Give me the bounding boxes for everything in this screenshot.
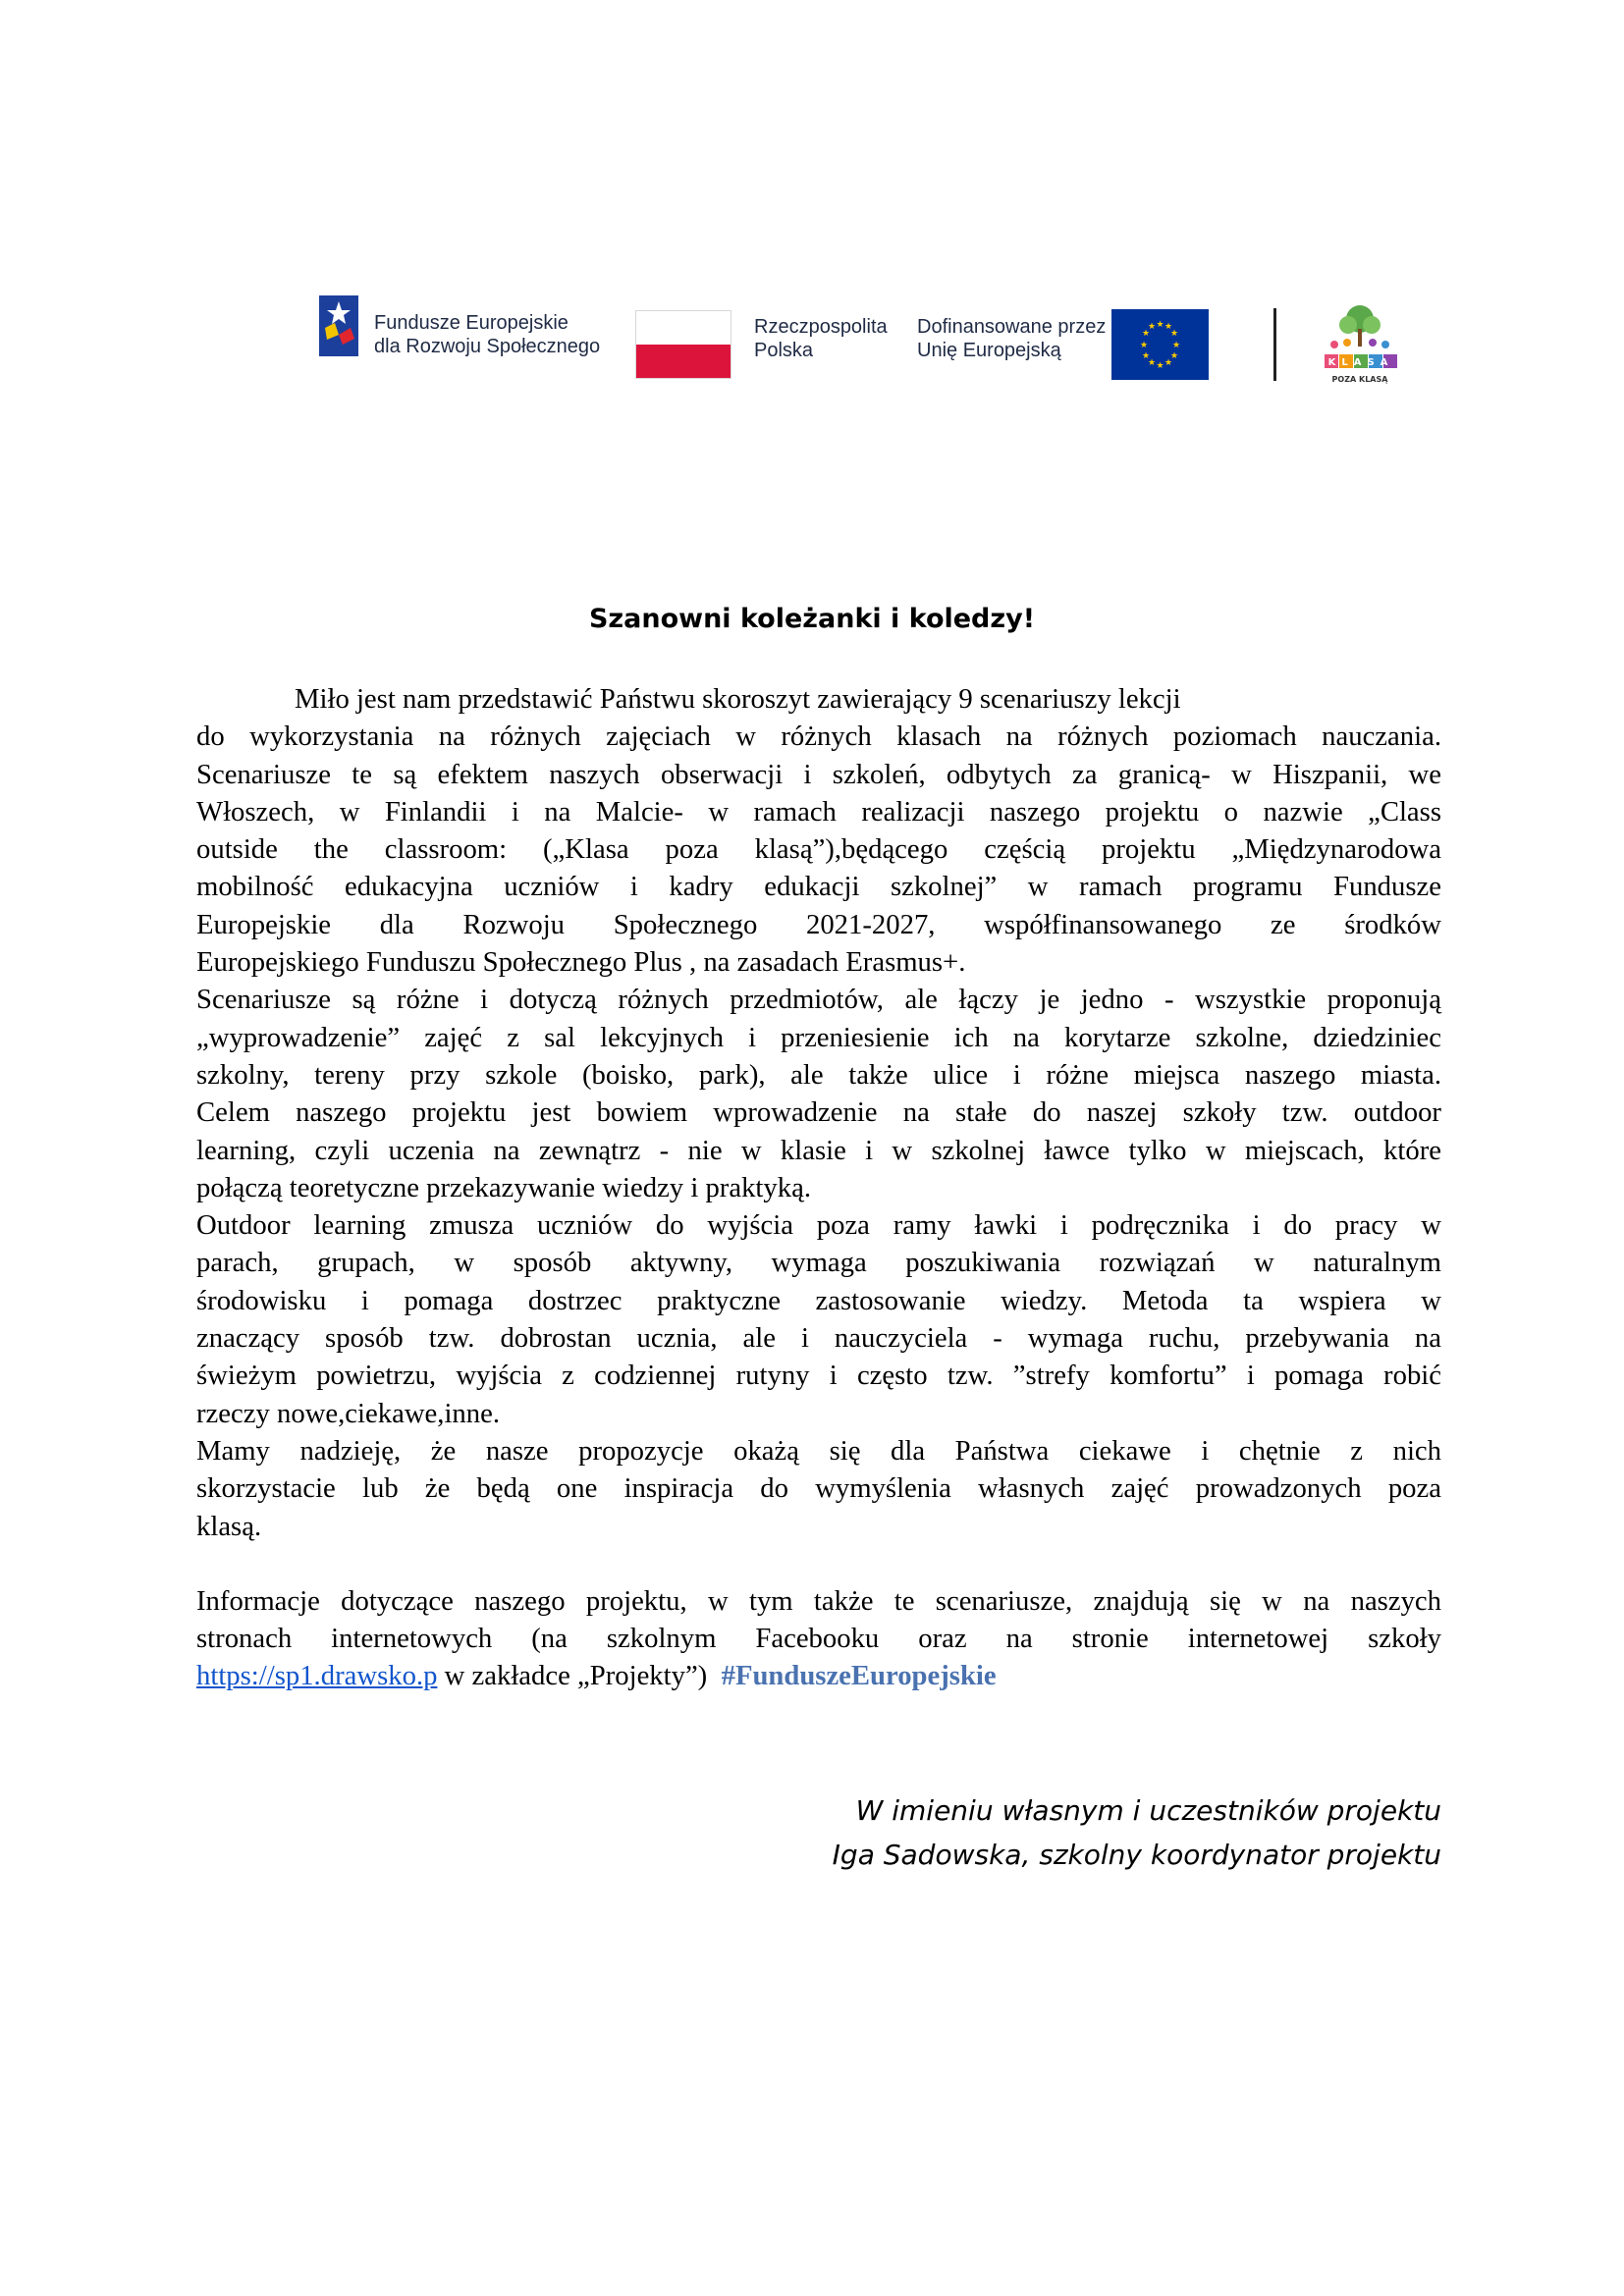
body-line: Celem naszego projektu jest bowiem wprowadzenie na stałe do naszej szkoły tzw. outdoor <box>196 1096 1441 1129</box>
paragraph-gap <box>196 1545 1441 1582</box>
body-line: stronach internetowych (na szkolnym Facebooku oraz na stronie internetowej szkoły <box>196 1623 1441 1655</box>
eu-funding-text <box>917 315 1106 362</box>
pl-line-2: Polska <box>754 340 814 361</box>
signature-line-1: W imieniu własnym i uczestników projektu <box>855 1794 1441 1827</box>
body-line: rzeczy nowe,ciekawe,inne. <box>196 1397 501 1429</box>
eu-flag <box>1111 309 1209 380</box>
klasa-poza-klasa-logo <box>1321 299 1399 392</box>
fe-line-2: dla Rozwoju Społecznego <box>374 336 601 357</box>
eu-line-2: Unię Europejską <box>917 340 1061 361</box>
eu-line-1: Dofinansowane przez <box>917 316 1107 338</box>
body-line: Scenariusze są różne i dotyczą różnych przedmiotów, ale łączy je jedno - wszystkie proponują <box>196 984 1441 1016</box>
body-line: środowisku i pomaga dostrzec praktyczne zastosowanie wiedzy. Metoda ta wspiera w <box>196 1284 1441 1316</box>
svg-text:★: ★ <box>1169 351 1179 361</box>
letter-body <box>196 680 1441 1695</box>
svg-text:★: ★ <box>1139 341 1149 350</box>
body-line: Włoszech, w Finlandii i na Malcie- w ramach realizacji naszego projektu o nazwie „Class <box>196 795 1441 828</box>
body-line: połączą teoretyczne przekazywanie wiedzy i praktyką. <box>196 1171 811 1203</box>
signature <box>833 1789 1441 1877</box>
body-line: do wykorzystania na różnych zajęciach w różnych klasach na różnych poziomach nauczania. <box>196 721 1441 753</box>
body-line: outside the classroom: („Klasa poza klasą”),będącego częścią projektu „Międzynarodowa <box>196 833 1441 866</box>
svg-text:★: ★ <box>1164 358 1173 368</box>
rzeczpospolita-text <box>754 315 888 362</box>
body-line: skorzystacie lub że będą one inspiracja do wymyślenia własnych zajęć prowadzonych poza <box>196 1472 1441 1505</box>
klasa-word: KLASA <box>1327 357 1394 368</box>
logo-bar <box>191 260 1429 417</box>
body-line: Mamy nadzieję, że nasze propozycje okażą się dla Państwa ciekawe i chętnie z nich <box>196 1434 1441 1467</box>
svg-text:★: ★ <box>1141 351 1151 361</box>
pl-line-1: Rzeczpospolita <box>754 316 888 338</box>
svg-text:★: ★ <box>1147 322 1157 332</box>
body-line: znaczący sposób tzw. dobrostan ucznia, ale i nauczyciela - wymaga ruchu, przebywania na <box>196 1322 1441 1355</box>
body-line: mobilność edukacyjna uczniów i kadry edukacji szkolnej” w ramach programu Fundusze <box>196 871 1441 903</box>
body-line: parach, grupach, w sposób aktywny, wymaga poszukiwania rozwiązań w naturalnym <box>196 1247 1441 1279</box>
signature-line-2: Iga Sadowska, szkolny koordynator projektu <box>832 1839 1441 1871</box>
svg-text:★: ★ <box>1147 358 1157 368</box>
body-line-last <box>196 1657 1441 1694</box>
svg-text:★: ★ <box>1171 341 1181 350</box>
klasa-sub: POZA KLASĄ <box>1331 375 1388 384</box>
body-line: Europejskie dla Rozwoju Społecznego 2021-2027, współfinansowanego ze środków <box>196 908 1441 940</box>
body-line: learning, czyli uczenia na zewnątrz - nie w klasie i w szkolnej ławce tylko w miejscach, które <box>196 1134 1441 1166</box>
body-line: Scenariusze te są efektem naszych obserwacji i szkoleń, odbytych za granicą- w Hiszpanii, we <box>196 758 1441 790</box>
body-line: świeżym powietrzu, wyjścia z codziennej rutyny i często tzw. ”strefy komfortu” i pomaga robić <box>196 1360 1441 1392</box>
svg-text:★: ★ <box>1141 329 1151 339</box>
body-line: szkolny, tereny przy szkole (boisko, park), ale także ulice i różne miejsca naszego miasta. <box>196 1058 1441 1091</box>
polish-flag <box>635 310 731 379</box>
svg-text:★: ★ <box>1169 329 1179 339</box>
body-line: Outdoor learning zmusza uczniów do wyjścia poza ramy ławki i podręcznika i do pracy w <box>196 1209 1441 1242</box>
body-line: Informacje dotyczące naszego projektu, w tym także te scenariusze, znajdują się w na naszych <box>196 1584 1441 1617</box>
school-website-link[interactable]: https://sp1.drawsko.p <box>196 1660 438 1692</box>
body-line: Europejskiego Funduszu Społecznego Plus , na zasadach Erasmus+. <box>196 946 966 979</box>
fundusze-europejskie-text <box>374 311 600 358</box>
letter-title: Szanowni koleżanki i koledzy! <box>588 604 1036 634</box>
svg-text:★: ★ <box>1164 322 1173 332</box>
hashtag[interactable]: #FunduszeEuropejskie <box>721 1660 997 1692</box>
fundusze-europejskie-logo <box>319 295 358 356</box>
body-line: „wyprowadzenie” zajęć z sal lekcyjnych i przeniesienie ich na korytarze szkolne, dziedziniec <box>196 1021 1441 1053</box>
body-line: Miło jest nam przedstawić Państwu skoroszyt zawierający 9 scenariuszy lekcji <box>295 683 1181 715</box>
body-line: klasą. <box>196 1510 262 1542</box>
svg-text:★: ★ <box>1156 320 1164 330</box>
svg-text:★: ★ <box>1156 361 1164 371</box>
projects-tab-text: w zakładce „Projekty”) <box>437 1660 722 1692</box>
fe-line-1: Fundusze Europejskie <box>374 312 568 334</box>
logo-divider <box>1273 308 1276 381</box>
